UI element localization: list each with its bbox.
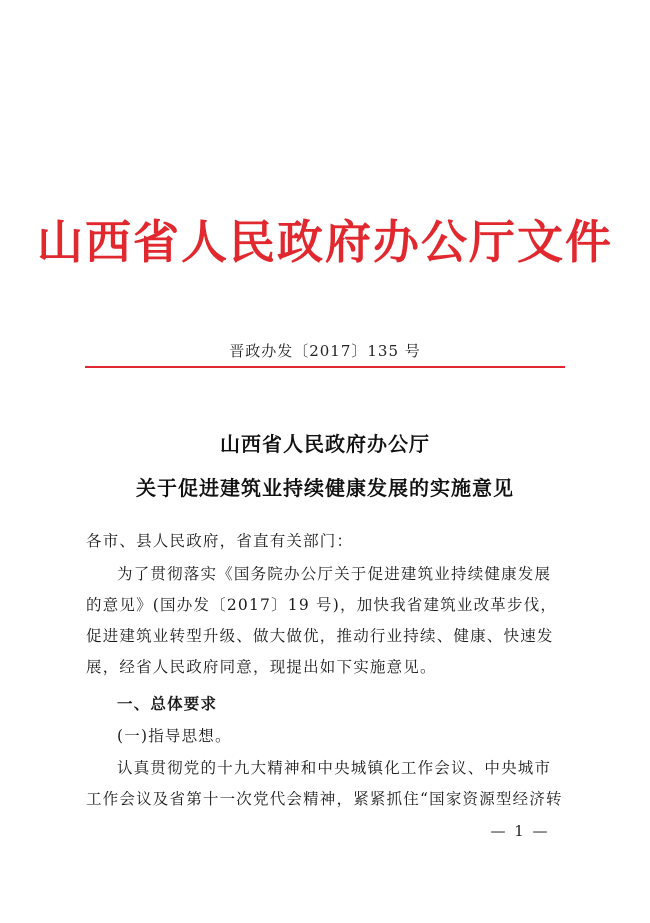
salutation: 各市、县人民政府，省直有关部门： bbox=[86, 532, 354, 550]
intro-paragraph: 为了贯彻落实《国务院办公厅关于促进建筑业持续健康发展的意见》(国办发〔2017〕19 号)，加快我省建筑业改革步伐，促进建筑业转型升级、做大做优，推动行业持续、健康、快速发展，经省人民政府同意，现提出如下实施意见。 bbox=[86, 565, 558, 676]
section-heading: 一、总体要求 bbox=[117, 695, 218, 713]
document-title-line2: 关于促进建筑业持续健康发展的实施意见 bbox=[136, 476, 514, 500]
body-paragraph: 认真贯彻党的十九大精神和中央城镇化工作会议、中央城市工作会议及省第十一次党代会精神，紧紧抓住“国家资源型经济转 bbox=[86, 759, 563, 808]
subsection-heading: (一)指导思想。 bbox=[117, 727, 232, 745]
red-separator-line bbox=[85, 366, 565, 368]
issuer-header: 山西省人民政府办公厅文件 bbox=[37, 215, 613, 269]
page-number: — 1 — bbox=[490, 822, 550, 840]
document-number: 晋政办发〔2017〕135 号 bbox=[229, 342, 421, 360]
document-title-line1: 山西省人民政府办公厅 bbox=[220, 432, 430, 456]
